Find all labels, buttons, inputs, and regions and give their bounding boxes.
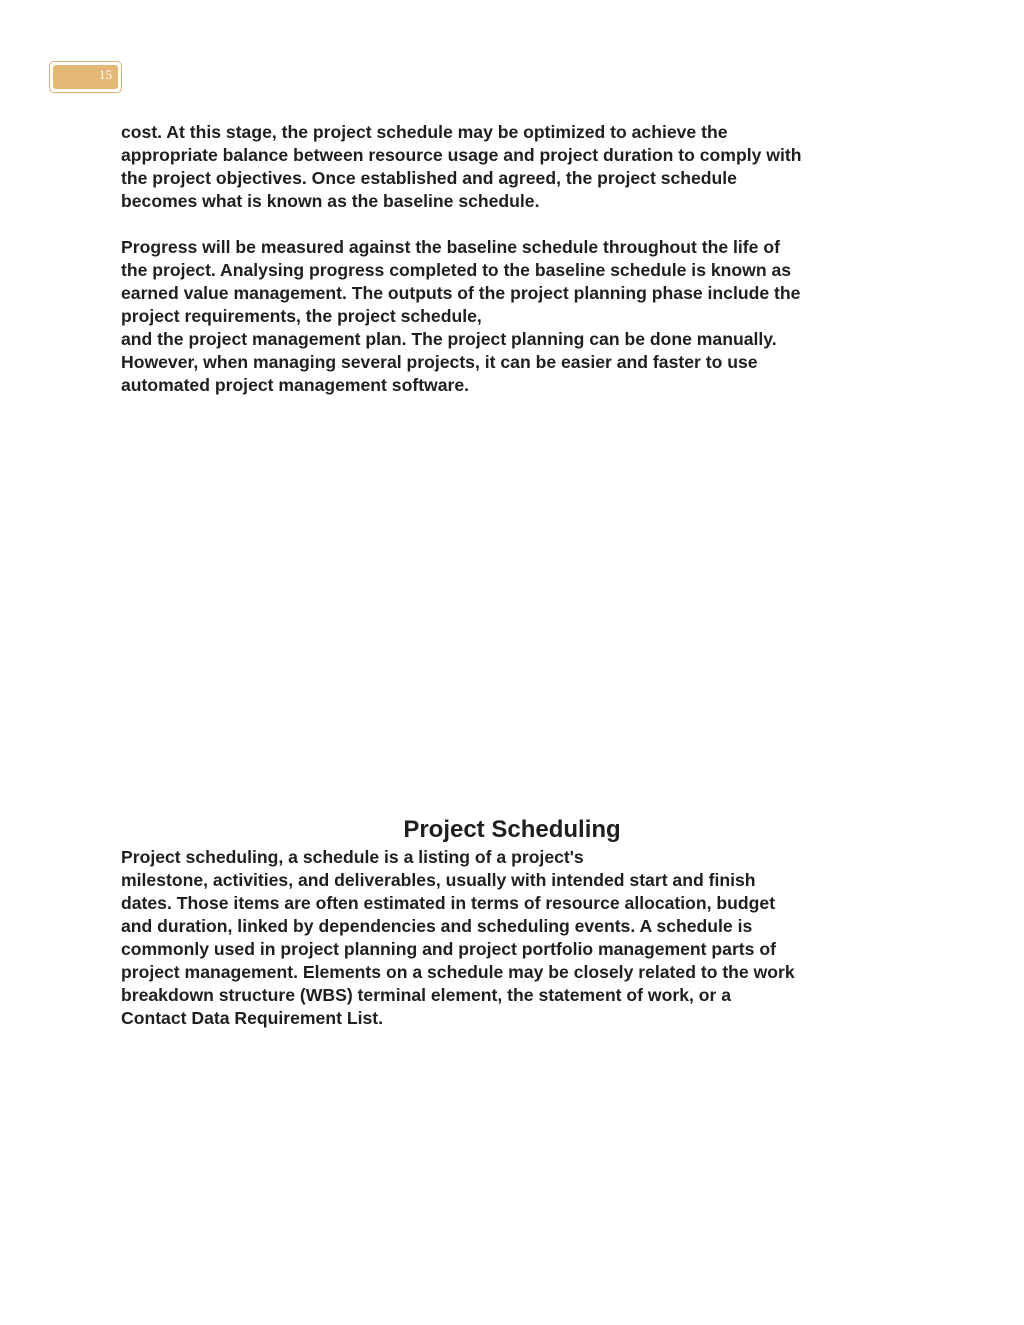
paragraph-line: Contact Data Requirement List. xyxy=(121,1008,383,1028)
paragraph-line: However, when managing several projects, it can be easier and faster to use xyxy=(121,352,758,372)
paragraph-line: automated project management software. xyxy=(121,375,470,395)
paragraph-line: the project. Analysing progress completed to the baseline schedule is known as xyxy=(121,260,792,280)
paragraph-line: becomes what is known as the baseline schedule. xyxy=(121,191,540,211)
paragraph-project-scheduling xyxy=(121,846,911,1030)
paragraph-line: project management. Elements on a schedule may be closely related to the work xyxy=(121,962,795,982)
paragraph-line: Progress will be measured against the baseline schedule throughout the life of xyxy=(121,237,780,257)
section-heading: Project Scheduling xyxy=(403,816,621,843)
page-number-badge xyxy=(49,61,122,93)
paragraph-line: the project objectives. Once established and agreed, the project schedule xyxy=(121,168,737,188)
paragraph-line: commonly used in project planning and project portfolio management parts of xyxy=(121,939,776,959)
paragraph-line: dates. Those items are often estimated in terms of resource allocation, budget xyxy=(121,893,776,913)
paragraph-line: earned value management. The outputs of the project planning phase include the xyxy=(121,283,801,303)
paragraph-progress-measurement xyxy=(121,236,911,397)
paragraph-line: appropriate balance between resource usage and project duration to comply with xyxy=(121,145,802,165)
paragraph-line: Project scheduling, a schedule is a listing of a project's xyxy=(121,847,584,867)
paragraph-line: and duration, linked by dependencies and scheduling events. A schedule is xyxy=(121,916,753,936)
paragraph-line: cost. At this stage, the project schedule may be optimized to achieve the xyxy=(121,122,728,142)
page-number: 15 xyxy=(99,67,112,82)
paragraph-line: project requirements, the project schedule, xyxy=(121,306,482,326)
paragraph-line: breakdown structure (WBS) terminal element, the statement of work, or a xyxy=(121,985,732,1005)
paragraph-line: milestone, activities, and deliverables, usually with intended start and finish xyxy=(121,870,756,890)
paragraph-line: and the project management plan. The project planning can be done manually. xyxy=(121,329,777,349)
paragraph-baseline-schedule xyxy=(121,121,911,213)
